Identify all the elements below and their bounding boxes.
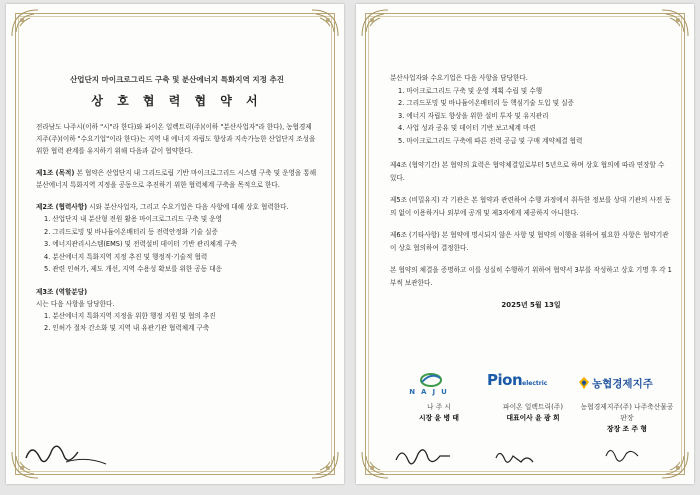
article-body: 시와 분산사업자, 그리고 수요기업은 다음 사항에 대해 상호 협력한다. — [87, 203, 289, 211]
signer-name: 시장 윤 병 태 — [419, 414, 459, 422]
list-item: 3. 에너지관리시스템(EMS) 및 전력설비 데이터 기반 관리체계 구축 — [44, 240, 238, 248]
pion-logo-suffix: electric — [522, 380, 548, 387]
list-item: 1. 마이크로그리드 구축 및 운영 계획 수립 및 수행 — [398, 86, 543, 95]
article-heading: 제1조 (목적) — [36, 169, 75, 177]
article-heading: 제3조 (역할분담) — [36, 287, 88, 296]
handwritten-signatures — [356, 438, 694, 474]
corner-ornament-icon — [360, 8, 390, 38]
pion-logo-text: Pion — [487, 371, 523, 389]
article-body: 본 협약은 산업단지 내 그리드로립 기반 마이크로그리드 시스템 구축 및 운영을 통해 분산에너지 특화지역 지정을 공동으로 추진하기 위한 협력체계 구축을 목적으로 한다. — [36, 169, 317, 189]
signer-org: 나 주 시 — [426, 403, 452, 411]
list-item: 5. 마이크로그리드 구축에 따른 전력 공급 및 구매 계약체결 협력 — [398, 136, 583, 145]
signer-pion — [486, 402, 580, 435]
naju-logo — [396, 370, 466, 396]
list-item: 5. 관련 인허가, 제도 개선, 지역 수용성 확보를 위한 공동 대응 — [44, 265, 222, 273]
document-title: 상 호 협 력 협 약 서 — [91, 94, 263, 108]
role-list — [390, 85, 672, 148]
list-item: 1. 분산에너지 특화지역 지정을 위한 행정 지원 및 협의 추진 — [44, 311, 216, 320]
article-heading: 제2조 (협력사항) — [36, 203, 88, 211]
list-item: 4. 사업 성과 공유 및 데이터 기반 보고체계 마련 — [398, 124, 536, 132]
agreement-page-2 — [356, 4, 694, 484]
corner-ornament-icon — [660, 8, 690, 38]
signing-date: 2025년 5월 13일 — [501, 301, 561, 309]
list-item: 2. 그리드로밍 및 바나듐이온배터리 등 전력안정화 기술 실증 — [44, 227, 218, 236]
nh-logo — [578, 370, 668, 396]
nh-emblem-icon — [578, 376, 590, 390]
corner-ornament-icon — [310, 8, 340, 38]
list-item: 3. 에너지 자립도 향상을 위한 설비 투자 및 유지관리 — [398, 111, 549, 120]
cooperation-list — [36, 213, 318, 276]
document-subtitle: 산업단지 마이크로그리드 구축 및 분산에너지 특화지역 지정 추진 — [70, 75, 284, 84]
article-body: 시는 다음 사항을 담당한다. — [36, 299, 115, 308]
article-2 — [36, 201, 318, 276]
article-3 — [36, 286, 318, 335]
article-5: 제5조 (비밀유지) 각 기관은 본 협약과 관련하여 수행 과정에서 취득한 정보를 상대 기관의 사전 동의 없이 이용하거나 외부에 공개 및 제3자에게 제공하지 아니한다. — [390, 196, 671, 217]
article-1 — [36, 167, 318, 191]
logo-row — [396, 370, 668, 396]
list-item: 4. 분산에너지 특화지역 지정 추진 및 행정적·기술적 협력 — [44, 252, 208, 261]
signer-nh — [580, 402, 674, 435]
article-4: 제4조 (협약기간) 본 협약의 효력은 협약체결일로부터 5년으로 하며 상호 협의에 따라 연장할 수 있다. — [390, 161, 665, 182]
role-list — [36, 310, 318, 335]
signatory-block — [392, 402, 674, 435]
pion-electric-logo — [487, 370, 557, 396]
nh-logo-text: 농협경제지주 — [592, 377, 653, 390]
naju-logo-text: NAJU — [409, 388, 453, 396]
agreement-page-1 — [6, 4, 344, 484]
list-item: 2. 그리드포밍 및 바나듐이온배터리 등 핵심기술 도입 및 실증 — [398, 99, 574, 107]
signer-org: 농협경제지주(주) 나주축산물공판장 — [580, 403, 674, 422]
preamble: 전라남도 나주시(이하 "시"라 한다)와 파이온 일렉트릭(주)(이하 "분산사업자"라 한다), 농협경제지주(주)(이하 "수요기업"이라 한다)는 지역 내 에너지 자립도 향상과 지속가능한 산업단지 조성을 위한 협력 관계를 유지하기 위해 다음과 같이 협약한다. — [36, 123, 316, 155]
list-item: 1. 산업단지 내 분산형 전원 활용 마이크로그리드 구축 및 운영 — [44, 215, 223, 223]
closing-statement: 본 협약의 체결을 증명하고 이를 성실히 수행하기 위하여 협약서 3부를 작성하고 상호 기명 후 각 1부씩 보관한다. — [390, 266, 672, 287]
signer-name: 대표이사 윤 광 희 — [506, 414, 560, 422]
list-item: 2. 인허가 절차 간소화 및 지역 내 유관기관 협력체계 구축 — [44, 324, 210, 332]
role-intro: 분산사업자와 수요기업은 다음 사항을 담당한다. — [390, 74, 528, 82]
handwritten-signatures — [6, 432, 344, 472]
signer-naju — [392, 402, 486, 435]
signer-name: 장장 조 주 형 — [607, 425, 647, 433]
corner-ornament-icon — [10, 8, 40, 38]
article-6: 제6조 (기타사항) 본 협약에 명시되지 않은 사항 및 협약의 이행을 위하여 필요한 사항은 협약기관이 상호 협의하여 결정한다. — [390, 231, 669, 252]
signer-org: 파이온 일렉트릭(주) — [503, 403, 563, 411]
